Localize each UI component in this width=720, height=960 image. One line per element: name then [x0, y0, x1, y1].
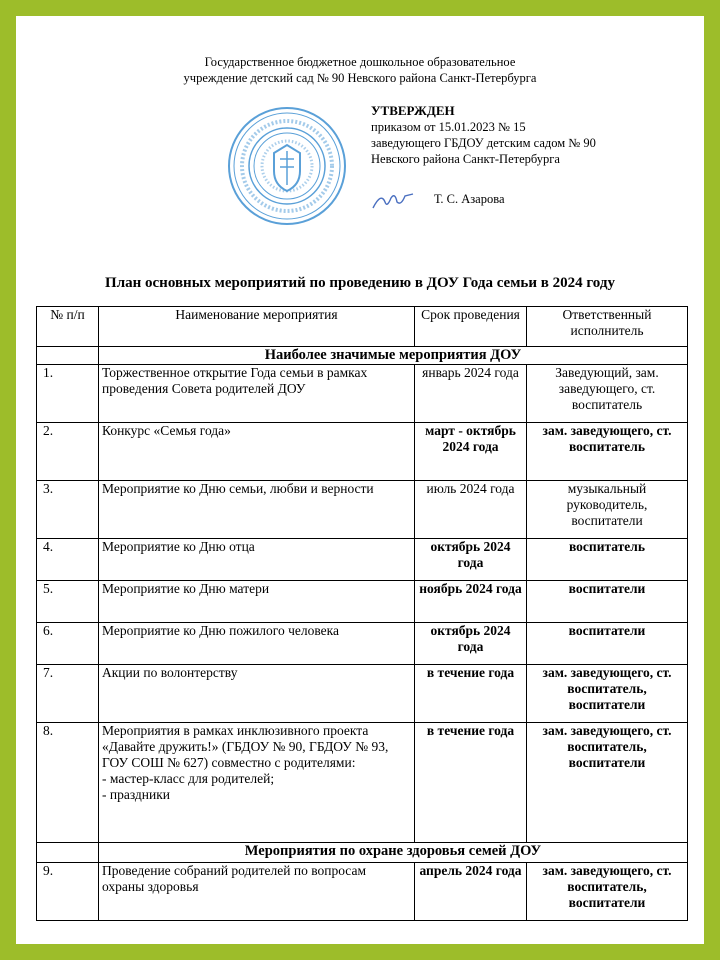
- row-term: март - октябрь 2024 года: [415, 423, 527, 481]
- row-resp: воспитатели: [527, 623, 688, 665]
- row-subitem: - мастер-класс для родителей;: [102, 771, 275, 786]
- row-resp: зам. заведующего, ст. воспитатель, воспитатели: [527, 863, 688, 921]
- signature: [371, 190, 415, 212]
- row-name: Торжественное открытие Года семьи в рамках проведения Совета родителей ДОУ: [99, 365, 415, 423]
- approval-district: Невского района Санкт-Петербурга: [371, 152, 560, 166]
- row-name: Мероприятие ко Дню отца: [99, 539, 415, 581]
- table-row: [37, 723, 688, 843]
- table-row: [37, 863, 688, 921]
- row-num: 4.: [37, 539, 99, 581]
- table-row: [37, 481, 688, 539]
- row-term: в течение года: [415, 723, 527, 843]
- table-row: [37, 623, 688, 665]
- row-num: 3.: [37, 481, 99, 539]
- approval-title: УТВЕРЖДЕН: [371, 103, 455, 118]
- header-num: № п/п: [37, 307, 99, 347]
- approval-order: приказом от 15.01.2023 № 15: [371, 120, 526, 134]
- row-resp: зам. заведующего, ст. воспитатель: [527, 423, 688, 481]
- row-term: ноябрь 2024 года: [415, 581, 527, 623]
- row-term: в течение года: [415, 665, 527, 723]
- table-row: [37, 539, 688, 581]
- row-resp: воспитатели: [527, 581, 688, 623]
- row-term: январь 2024 года: [415, 365, 527, 423]
- document-page: [16, 16, 704, 944]
- row-resp: воспитатель: [527, 539, 688, 581]
- row-name: Мероприятие ко Дню пожилого человека: [99, 623, 415, 665]
- org-line-1: Государственное бюджетное дошкольное образовательное: [204, 55, 516, 69]
- row-term: октябрь 2024 года: [415, 539, 527, 581]
- table-row: [37, 423, 688, 481]
- table-row: [37, 365, 688, 423]
- row-num: 1.: [37, 365, 99, 423]
- section-title: Наиболее значимые мероприятия ДОУ: [99, 347, 688, 365]
- row-num: 6.: [37, 623, 99, 665]
- row-resp: музыкальный руководитель, воспитатели: [527, 481, 688, 539]
- row-name: Мероприятие ко Дню матери: [99, 581, 415, 623]
- section-row: [37, 347, 688, 365]
- row-resp: Заведующий, зам. заведующего, ст. воспитатель: [527, 365, 688, 423]
- row-name: Акции по волонтерству: [99, 665, 415, 723]
- table-row: [37, 581, 688, 623]
- section-title: Мероприятия по охране здоровья семей ДОУ: [99, 843, 688, 863]
- row-name-cell: [99, 723, 415, 843]
- row-num: 5.: [37, 581, 99, 623]
- document-title: План основных мероприятий по проведению в ДОУ Года семьи в 2024 году: [105, 275, 615, 291]
- official-stamp: [222, 105, 352, 227]
- row-term: июль 2024 года: [415, 481, 527, 539]
- org-line-2: учреждение детский сад № 90 Невского района Санкт-Петербурга: [183, 71, 537, 85]
- table-header-row: [37, 307, 688, 347]
- header-term: Срок проведения: [415, 307, 527, 347]
- header-name: Наименование мероприятия: [99, 307, 415, 347]
- approval-position: заведующего ГБДОУ детским садом № 90: [371, 136, 596, 150]
- approval-block: [371, 103, 596, 167]
- row-name: Проведение собраний родителей по вопросам охраны здоровья: [99, 863, 415, 921]
- table-row: [37, 665, 688, 723]
- row-term: октябрь 2024 года: [415, 623, 527, 665]
- row-num: 9.: [37, 863, 99, 921]
- row-name: Конкурс «Семья года»: [99, 423, 415, 481]
- row-num: 2.: [37, 423, 99, 481]
- row-subitem: - праздники: [102, 787, 171, 802]
- row-resp: зам. заведующего, ст. воспитатель, воспитатели: [527, 723, 688, 843]
- row-num: 7.: [37, 665, 99, 723]
- row-term: апрель 2024 года: [415, 863, 527, 921]
- organization-header: [16, 54, 704, 86]
- signer-name: Т. С. Азарова: [434, 192, 505, 206]
- row-name: Мероприятие ко Дню семьи, любви и верности: [99, 481, 415, 539]
- row-name: Мероприятия в рамках инклюзивного проекта «Давайте дружить!» (ГБДОУ № 90, ГБДОУ № 93, ГОУ СОШ № 627) совместно с родителями:: [102, 723, 389, 770]
- header-resp: Ответственный исполнитель: [527, 307, 688, 347]
- row-resp: зам. заведующего, ст. воспитатель, воспитатели: [527, 665, 688, 723]
- events-table: [36, 306, 688, 921]
- section-row: [37, 843, 688, 863]
- row-num: 8.: [37, 723, 99, 843]
